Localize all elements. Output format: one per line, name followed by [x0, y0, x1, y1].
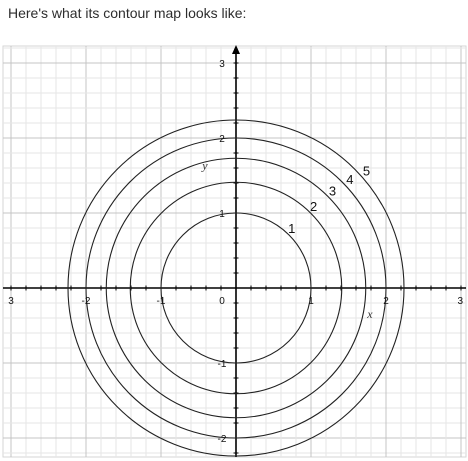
- x-tick-label: 3: [8, 296, 14, 307]
- contour-label-3: 3: [328, 183, 337, 199]
- y-tick-label: 1: [219, 209, 225, 220]
- x-tick-label: -1: [156, 296, 166, 307]
- contour-label-4: 4: [346, 172, 354, 188]
- contour-plot: [0, 44, 468, 461]
- contour-label-5: 5: [362, 163, 371, 179]
- x-tick-label: 2: [383, 296, 389, 307]
- y-tick-label: -1: [217, 359, 227, 370]
- contour-label-1: 1: [288, 220, 296, 236]
- x-tick-label: 0: [219, 296, 225, 307]
- y-axis-label: y: [202, 158, 208, 173]
- x-tick-label: 1: [308, 296, 314, 307]
- x-axis-label: x: [367, 307, 373, 321]
- contour-label-2: 2: [309, 198, 318, 214]
- y-tick-label: -2: [217, 434, 227, 445]
- caption-text: Here's what its contour map looks like:: [8, 5, 247, 21]
- y-tick-label: 3: [219, 59, 225, 70]
- x-tick-label: -2: [81, 296, 91, 307]
- contour-plot-svg: [0, 44, 468, 461]
- y-tick-label: 2: [219, 134, 225, 145]
- x-tick-label: 3: [457, 296, 463, 307]
